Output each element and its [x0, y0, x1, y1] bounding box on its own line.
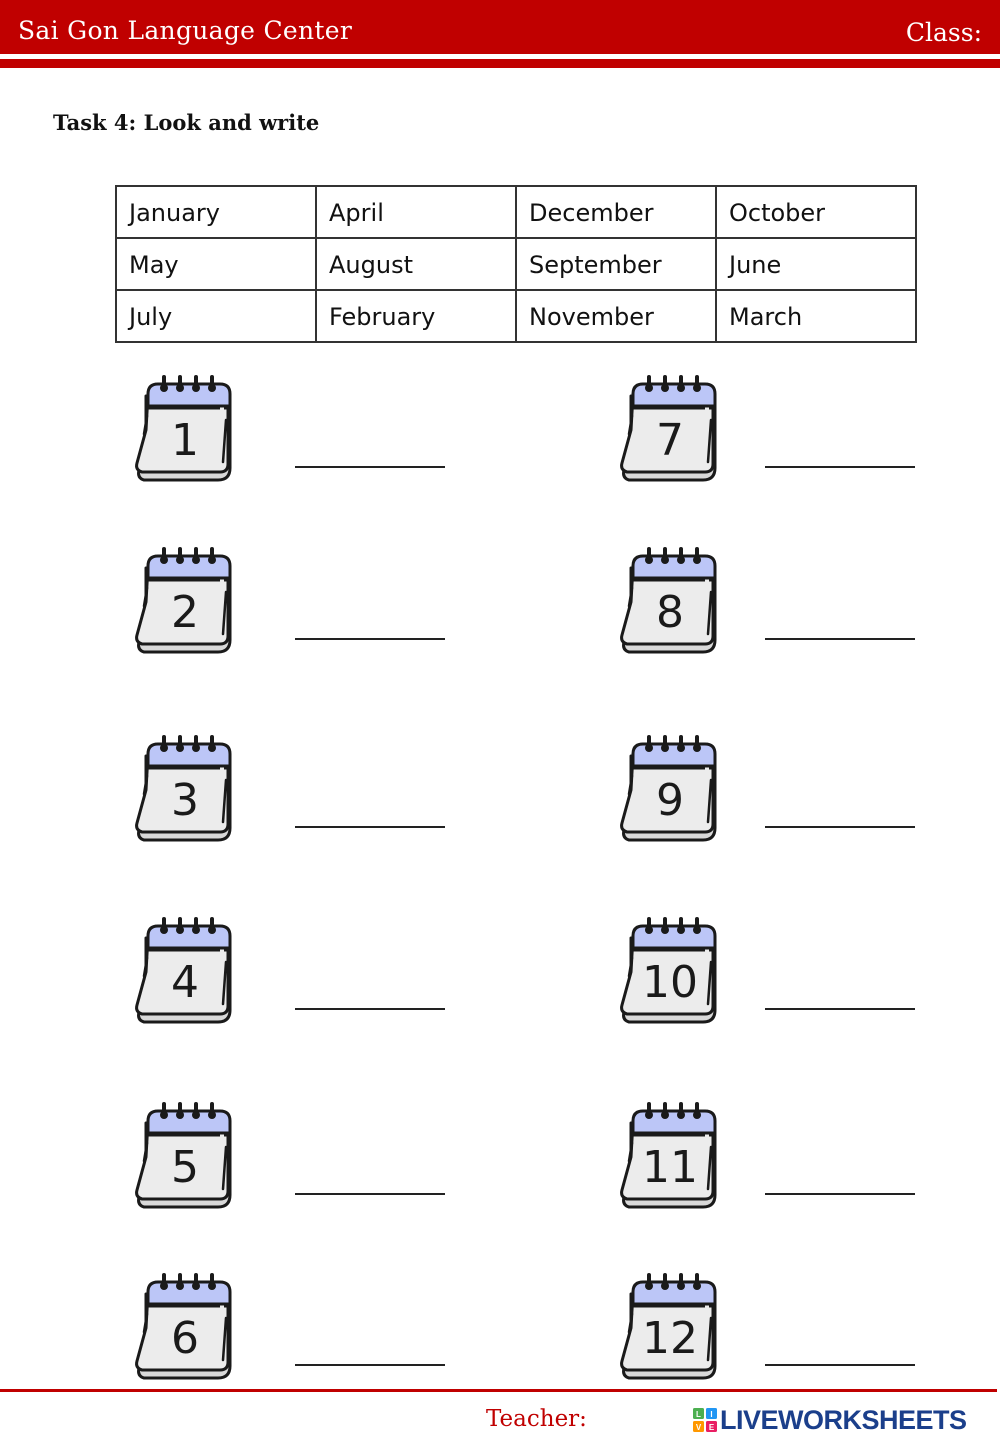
- word-cell: March: [716, 290, 916, 342]
- word-bank-table: [115, 185, 917, 343]
- word-cell: August: [316, 238, 516, 290]
- calendar-number: 6: [171, 1313, 199, 1364]
- answer-blank[interactable]: [765, 638, 915, 640]
- calendar-number: 2: [171, 587, 199, 638]
- word-cell: January: [116, 186, 316, 238]
- calendar-item: [617, 914, 722, 1029]
- answer-blank[interactable]: [765, 1008, 915, 1010]
- answer-blank[interactable]: [295, 1008, 445, 1010]
- word-cell: November: [516, 290, 716, 342]
- word-cell: September: [516, 238, 716, 290]
- calendar-item: [132, 1099, 237, 1214]
- table-row: [116, 186, 916, 238]
- answer-blank[interactable]: [765, 466, 915, 468]
- svg-text:E: E: [708, 1423, 715, 1432]
- calendar-number: 9: [656, 775, 684, 826]
- calendar-item: [132, 732, 237, 847]
- table-row: [116, 238, 916, 290]
- footer-line: [0, 1389, 997, 1392]
- calendar-number: 8: [656, 587, 684, 638]
- svg-text:L: L: [696, 1410, 701, 1419]
- liveworksheets-logo-icon: [692, 1407, 718, 1433]
- calendar-number: 3: [171, 775, 199, 826]
- teacher-label: Teacher:: [486, 1406, 587, 1432]
- answer-blank[interactable]: [295, 1364, 445, 1366]
- header-underline: [0, 59, 1000, 68]
- word-cell: February: [316, 290, 516, 342]
- class-label: Class:: [905, 18, 982, 47]
- calendar-number: 1: [171, 415, 199, 466]
- calendar-item: [132, 914, 237, 1029]
- table-row: [116, 290, 916, 342]
- calendar-number: 4: [171, 957, 199, 1008]
- word-cell: April: [316, 186, 516, 238]
- word-cell: May: [116, 238, 316, 290]
- calendar-item: [617, 544, 722, 659]
- school-name: Sai Gon Language Center: [18, 16, 353, 45]
- task-title: Task 4: Look and write: [53, 110, 320, 135]
- calendar-number: 5: [171, 1142, 199, 1193]
- calendar-item: [617, 1270, 722, 1385]
- calendar-item: [617, 1099, 722, 1214]
- calendar-item: [617, 372, 722, 487]
- answer-blank[interactable]: [765, 1364, 915, 1366]
- calendar-number: 10: [642, 957, 698, 1008]
- word-cell: October: [716, 186, 916, 238]
- calendar-item: [617, 732, 722, 847]
- liveworksheets-logo-text: LIVEWORKSHEETS: [720, 1404, 967, 1435]
- answer-blank[interactable]: [295, 826, 445, 828]
- word-cell: June: [716, 238, 916, 290]
- answer-blank[interactable]: [295, 1193, 445, 1195]
- answer-blank[interactable]: [295, 466, 445, 468]
- word-cell: December: [516, 186, 716, 238]
- svg-text:V: V: [695, 1423, 702, 1432]
- calendar-item: [132, 1270, 237, 1385]
- calendar-number: 11: [642, 1142, 698, 1193]
- calendar-item: [132, 544, 237, 659]
- calendar-number: 12: [642, 1313, 698, 1364]
- answer-blank[interactable]: [765, 1193, 915, 1195]
- svg-text:I: I: [710, 1410, 713, 1419]
- liveworksheets-logo: [692, 1405, 967, 1435]
- calendar-number: 7: [656, 415, 684, 466]
- word-cell: July: [116, 290, 316, 342]
- answer-blank[interactable]: [765, 826, 915, 828]
- calendar-item: [132, 372, 237, 487]
- answer-blank[interactable]: [295, 638, 445, 640]
